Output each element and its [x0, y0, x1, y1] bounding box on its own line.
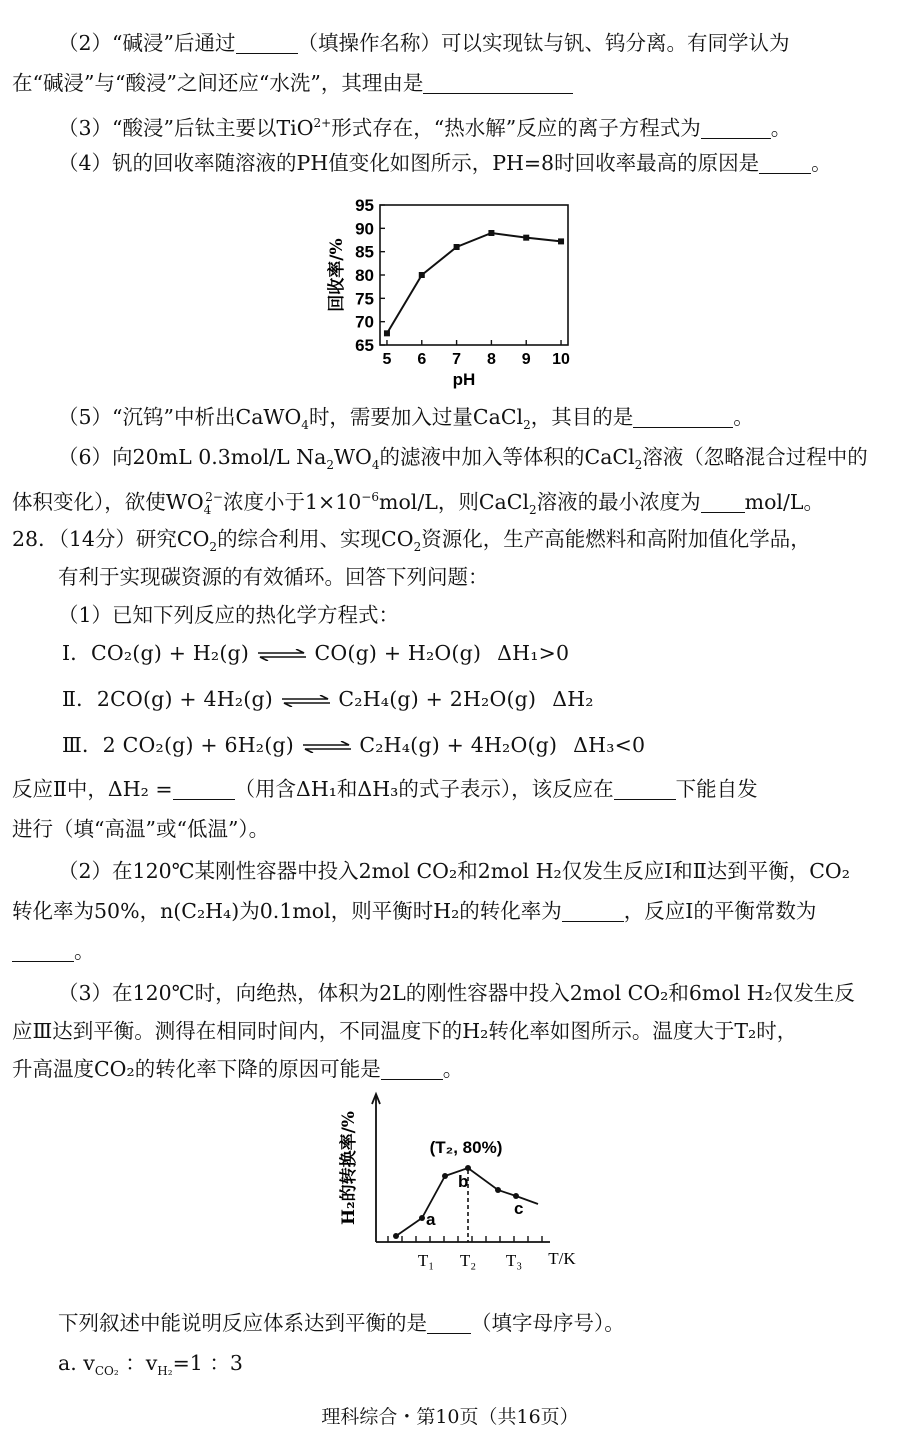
x-tick-label: T₁: [417, 1251, 435, 1270]
data-point: [419, 1215, 425, 1221]
y-axis-label: 回收率/%: [327, 238, 347, 312]
reaction-1: Ⅰ．CO₂(g) + H₂(g) CO(g) + H₂O(g) ΔH₁>0: [62, 641, 570, 665]
x-tick-label: 8: [486, 351, 496, 368]
q28-part3-line2: 应Ⅲ达到平衡。测得在相同时间内，不同温度下的H₂转化率如图所示。温度大于T₂时，: [12, 1019, 798, 1043]
q28-part1: （1）已知下列反应的热化学方程式：: [58, 603, 400, 627]
y-tick-label: 80: [355, 266, 374, 285]
answer-blank[interactable]: [381, 1057, 443, 1080]
q27-part2-line1: （2）“碱浸”后通过 （填操作名称）可以实现钛与钒、钨分离。有同学认为: [58, 31, 790, 55]
data-point: [454, 244, 460, 250]
q27-part4: （4）钒的回收率随溶液的PH值变化如图所示，PH=8时回收率最高的原因是 。: [58, 151, 832, 175]
x-tick-label: 5: [382, 351, 392, 368]
q28-option-a: a. $v_{CO_2}$ ：$v_{H_2}=1$ ：3: [58, 1351, 243, 1379]
y-tick-label: 75: [355, 289, 374, 309]
q28-heading-line1: 28．（14分）研究$CO_2$的综合利用、实现$CO_2$资源化，生产高能燃料和高附加值化学品，: [12, 527, 811, 555]
answer-blank[interactable]: [614, 777, 676, 800]
recovery-vs-ph-chart: [320, 193, 590, 393]
answer-blank[interactable]: [701, 490, 745, 513]
answer-blank[interactable]: [427, 1311, 471, 1334]
equilibrium-arrow-icon: [256, 649, 308, 661]
y-axis-label: H₂的转换率/%: [339, 1111, 359, 1225]
q28-part4: 下列叙述中能说明反应体系达到平衡的是 （填字母序号）。: [58, 1311, 625, 1335]
x-tick-label: T₂: [459, 1251, 477, 1270]
x-tick-label: 7: [452, 351, 462, 368]
x-tick-label: 10: [552, 351, 570, 368]
answer-blank[interactable]: [562, 899, 624, 922]
x-axis-label: T/K: [548, 1249, 576, 1268]
x-tick-label: T₃: [505, 1251, 523, 1270]
data-point: [393, 1233, 399, 1239]
q28-part2-line2: 转化率为50%，n(C₂H₄)为0.1mol，则平衡时H₂的转化率为 ，反应Ⅰ的平衡常数为: [12, 899, 817, 923]
equilibrium-arrow-icon: [280, 695, 332, 707]
q27-part2-line2: 在“碱浸”与“酸浸”之间还应“水洗”，其理由是: [12, 68, 900, 98]
x-tick-label: 9: [521, 351, 531, 368]
x-axis-label: pH: [452, 370, 476, 389]
point-label: a: [426, 1210, 436, 1229]
q27-part5: （5）“沉钨”中析出CaWO$_4$时，需要加入过量CaCl$_2$，其目的是 。: [58, 405, 754, 433]
q28-part2-line1: （2）在120℃某刚性容器中投入2mol CO₂和2mol H₂仅发生反应Ⅰ和Ⅱ达到平衡，CO₂: [58, 859, 850, 883]
data-point: [488, 230, 494, 236]
q28-part3-line1: （3）在120℃时，向绝热，体积为2L的刚性容器中投入2mol CO₂和6mol H₂仅发生反: [58, 981, 855, 1005]
data-point: [442, 1173, 448, 1179]
q28-part1-fill-line2: 进行（填“高温”或“低温”）。: [12, 817, 270, 841]
y-tick-label: 65: [355, 336, 374, 355]
data-point: [558, 238, 564, 244]
q27-part6-line1: （6）向20mL 0.3mol/L $Na_2WO_4$的滤液中加入等体积的CaCl$_2$溶液（忽略混合过程中的: [58, 445, 868, 473]
data-point: [523, 235, 529, 241]
plot-frame: [380, 205, 568, 345]
q27-part6-line2: 体积变化），欲使$WO_4^{2-}$浓度小于$1\times 10^{-6}mol/L$，则CaCl$_2$溶液的最小浓度为 mol/L。: [12, 489, 825, 517]
data-point: [384, 330, 390, 336]
point-label: c: [514, 1199, 524, 1218]
answer-blank[interactable]: [12, 939, 74, 962]
y-tick-label: 95: [355, 196, 374, 215]
answer-blank[interactable]: [173, 777, 235, 800]
series-line: [387, 233, 561, 333]
data-point: [419, 272, 425, 278]
y-tick-label: 90: [355, 219, 374, 239]
answer-blank[interactable]: [633, 405, 733, 428]
q27-part3: （3）“酸浸”后钛主要以TiO$^{2+}$形式存在，“热水解”反应的离子方程式为 。: [58, 115, 792, 140]
equilibrium-arrow-icon: [301, 741, 353, 753]
page-footer: 理科综合・第10页（共16页）: [321, 1406, 579, 1428]
q28-part3-line3: 升高温度CO₂的转化率下降的原因可能是 。: [12, 1057, 464, 1081]
answer-blank[interactable]: [236, 31, 298, 54]
q28-part1-fill-line1: 反应Ⅱ中，ΔH₂ = （用含ΔH₁和ΔH₃的式子表示），该反应在 下能自发: [12, 777, 758, 801]
reaction-2: Ⅱ．2CO(g) + 4H₂(g) C₂H₄(g) + 2H₂O(g) ΔH₂: [62, 687, 594, 711]
y-tick-label: 70: [355, 312, 374, 332]
q28-heading-line2: 有利于实现碳资源的有效循环。回答下列问题：: [58, 565, 489, 589]
x-tick-label: 6: [417, 351, 427, 368]
data-point: [495, 1187, 501, 1193]
answer-blank[interactable]: [759, 151, 811, 174]
q28-part2-line3: 。: [12, 936, 900, 966]
h2-conversion-vs-temperature-chart: [338, 1090, 588, 1270]
answer-blank[interactable]: [701, 116, 771, 139]
reaction-3: Ⅲ．2 CO₂(g) + 6H₂(g) C₂H₄(g) + 4H₂O(g) ΔH₃<0: [62, 733, 646, 757]
peak-annotation: (T₂, 80%): [429, 1138, 503, 1157]
y-tick-label: 85: [355, 242, 374, 262]
point-label: b: [458, 1172, 469, 1191]
answer-blank[interactable]: [423, 71, 573, 94]
